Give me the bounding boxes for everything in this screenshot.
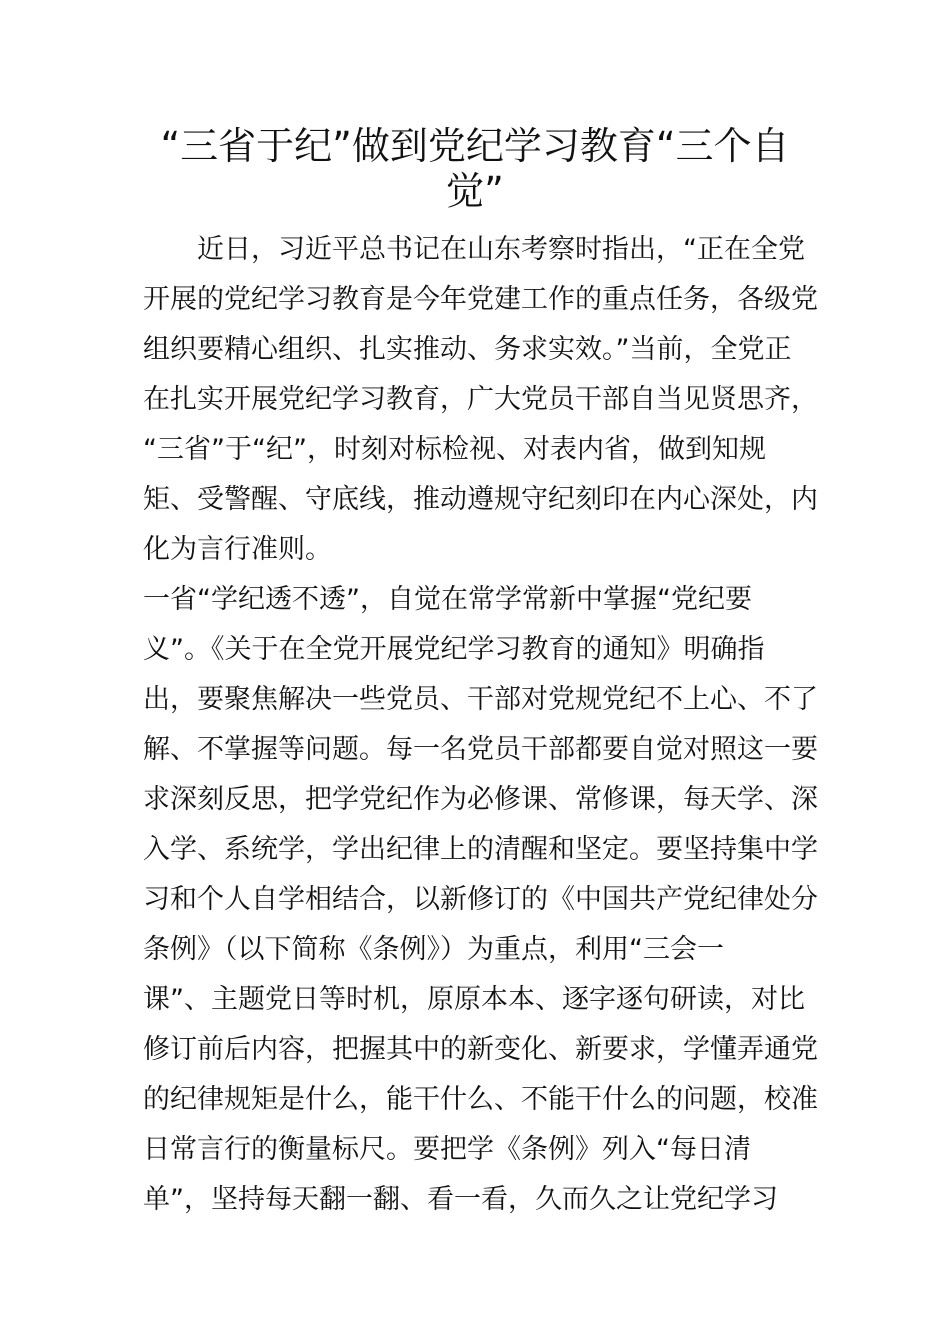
- text-line: 日常言行的衡量标尺。要把学《条例》列入“每日清: [143, 1134, 751, 1165]
- text-line: 习和个人自学相结合，以新修订的《中国共产党纪律处分: [143, 884, 818, 915]
- text-line: 组织要精心组织、扎实推动、务求实效。”当前，全党正: [143, 334, 792, 365]
- text-line: 解、不掌握等问题。每一名党员干部都要自觉对照这一要: [143, 734, 818, 765]
- text-line: 义”。《关于在全党开展党纪学习教育的通知》明确指: [143, 634, 765, 665]
- text-line: 矩、受警醒、守底线，推动遵规守纪刻印在内心深处，内: [143, 484, 818, 515]
- text-line: 近日，习近平总书记在山东考察时指出，“正在全党: [143, 234, 805, 265]
- text-line: 出，要聚焦解决一些党员、干部对党规党纪不上心、不了: [143, 684, 818, 715]
- text-line: 单”，坚持每天翻一翻、看一看，久而久之让党纪学习: [143, 1184, 778, 1215]
- text-line: 开展的党纪学习教育是今年党建工作的重点任务，各级党: [143, 284, 818, 315]
- document-title: “三省于纪”做到党纪学习教育“三个自觉”: [160, 124, 790, 213]
- text-line: 求深刻反思，把学党纪作为必修课、常修课，每天学、深: [143, 784, 818, 815]
- text-line: 入学、系统学，学出纪律上的清醒和坚定。要坚持集中学: [143, 834, 818, 865]
- text-line: 在扎实开展党纪学习教育，广大党员干部自当见贤思齐，: [143, 384, 818, 415]
- text-line: 化为言行准则。: [143, 534, 332, 565]
- text-line: “三省”于“纪”，时刻对标检视、对表内省，做到知规: [143, 434, 766, 465]
- text-line: 修订前后内容，把握其中的新变化、新要求，学懂弄通党: [143, 1034, 818, 1065]
- text-line: 一省“学纪透不透”，自觉在常学常新中掌握“党纪要: [143, 584, 752, 615]
- text-line: 的纪律规矩是什么，能干什么、不能干什么的问题，校准: [143, 1084, 818, 1115]
- text-line: 条例》（以下简称《条例》）为重点，利用“三会一: [143, 934, 724, 965]
- text-line: 课”、主题党日等时机，原原本本、逐字逐句研读，对比: [143, 984, 805, 1015]
